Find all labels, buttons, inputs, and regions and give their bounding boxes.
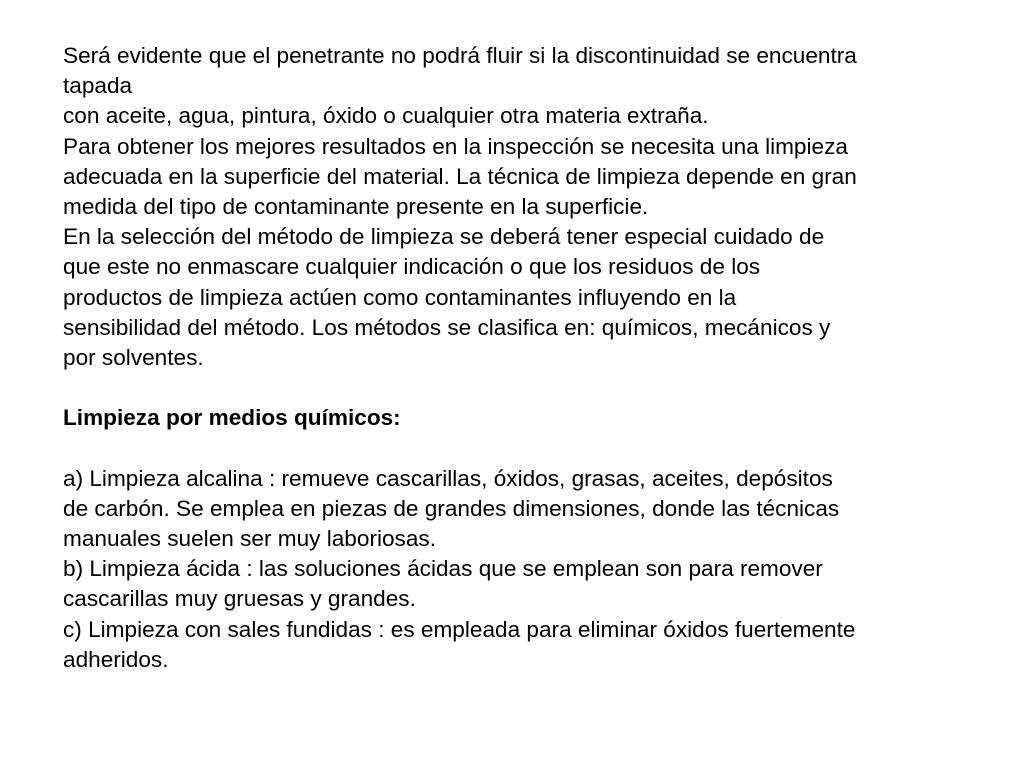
intro-line: medida del tipo de contaminante presente en la superficie. [63, 193, 649, 219]
intro-line: adecuada en la superficie del material. La técnica de limpieza depende en gran [63, 163, 857, 189]
section-line: manuales suelen ser muy laboriosas. [63, 526, 436, 551]
intro-line: por solventes. [63, 344, 204, 370]
intro-line: que este no enmascare cualquier indicación o que los residuos de los [63, 254, 761, 280]
section-line: adheridos. [63, 646, 169, 672]
intro-line: Será evidente que el penetrante no podrá fluir si la discontinuidad se encuentra [63, 43, 857, 68]
section-line: b) Limpieza ácida : las soluciones ácidas que se emplean son para remover [63, 556, 823, 582]
intro-line: sensibilidad del método. Los métodos se clasifica en: químicos, mecánicos y [63, 314, 831, 340]
section-line: cascarillas muy gruesas y grandes. [63, 586, 416, 612]
intro-line: En la selección del método de limpieza se deberá tener especial cuidado de [63, 224, 825, 250]
intro-line: con aceite, agua, pintura, óxido o cualquier otra materia extraña. [63, 103, 709, 129]
slide-text-body [63, 41, 968, 675]
section-line: a) Limpieza alcalina : remueve cascarillas, óxidos, grasas, aceites, depósitos [63, 465, 833, 491]
paragraph-spacer [63, 433, 968, 463]
intro-line: Para obtener los mejores resultados en la inspección se necesita una limpieza [63, 133, 848, 159]
intro-line: tapada [63, 73, 133, 99]
intro-line: productos de limpieza actúen como contaminantes influyendo en la [63, 284, 737, 310]
section-line: de carbón. Se emplea en piezas de grandes dimensiones, donde las técnicas [63, 495, 840, 521]
paragraph-spacer [63, 373, 968, 403]
section-heading: Limpieza por medios químicos: [63, 405, 401, 431]
section-line: c) Limpieza con sales fundidas : es empleada para eliminar óxidos fuertemente [63, 616, 856, 642]
